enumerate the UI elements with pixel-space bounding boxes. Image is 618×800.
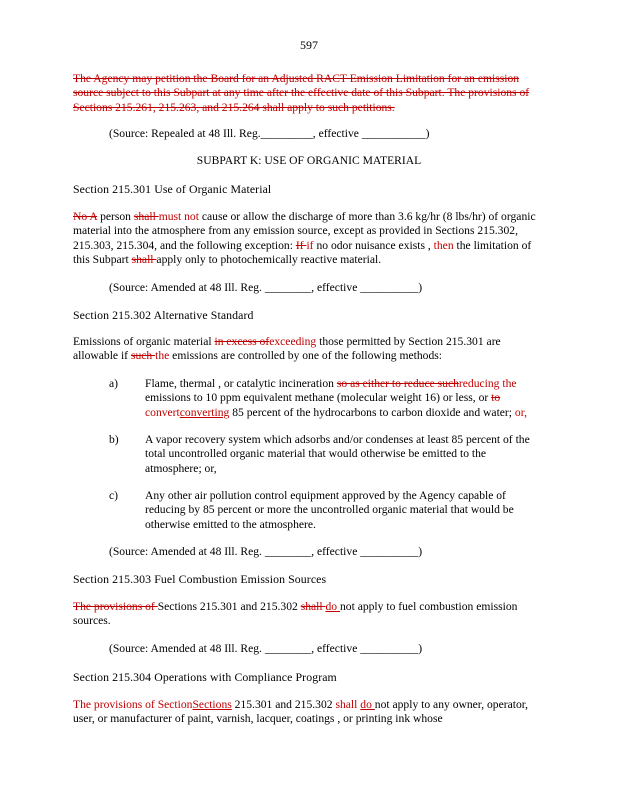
text-segment: reducing the (458, 377, 517, 390)
text-segment: to (491, 391, 501, 405)
text-segment: shall (300, 600, 326, 613)
item-c-label: c) (109, 489, 119, 502)
text-segment: The provisions of (73, 600, 158, 613)
text-segment: 215.301 and 215.302 (231, 698, 336, 711)
section-302-paragraph (73, 335, 543, 364)
text-segment: 85 percent of the hydrocarbons to carbon dioxide and water; (229, 405, 515, 419)
item-c-text (145, 489, 545, 532)
source-note-repealed: (Source: Repealed at 48 Ill. Reg._________, effective ___________) (109, 127, 430, 140)
repealed-paragraph: The Agency may petition the Board for an Adjusted RACT Emission Limitation for an emission source subject to this Subpart at any time after the effective date of this Subpart. The provisions of Sections 215.261, 215.263, and 215.264 shall apply to such petitions. (73, 72, 530, 114)
text-segment: convert (145, 405, 180, 419)
text-segment: exceeding (269, 335, 317, 348)
section-303-heading: Section 215.303 Fuel Combustion Emission Sources (73, 572, 327, 586)
section-304-paragraph (73, 698, 543, 727)
text-segment: shall (131, 253, 157, 267)
text-segment: or, (514, 405, 528, 419)
text-segment: those permitted by Section 215.301 are allowable if (73, 335, 501, 363)
item-b-text (145, 433, 545, 476)
text-segment: emissions are controlled by one of the following methods: (169, 349, 443, 363)
text-segment: not apply to fuel combustion emission sources. (73, 600, 518, 628)
text-segment: do (360, 698, 375, 711)
text-segment: A vapor recovery system which adsorbs and/or condenses at least 85 percent of the total uncontrolled organic material that would otherwise be emitted to the atmosphere; or, (145, 433, 530, 475)
text-segment: then (433, 238, 454, 252)
text-segment: the (155, 349, 170, 363)
text-segment: converting (179, 405, 230, 419)
item-a-label: a) (109, 377, 119, 390)
text-segment: The provisions of Section (73, 698, 193, 711)
subpart-title: SUBPART K: USE OF ORGANIC MATERIAL (196, 154, 422, 167)
text-segment: in excess of (214, 335, 270, 348)
text-segment: not apply to any owner, operator, user, or manufacturer of paint, varnish, lacquer, coatings , or printing ink whose (73, 698, 529, 726)
section-302-heading: Section 215.302 Alternative Standard (73, 308, 254, 322)
text-segment: No A (73, 210, 98, 223)
text-segment: such (130, 349, 156, 363)
text-segment: Any other air pollution control equipment approved by the Agency capable of reducing by 85 percent or more the uncontrolled organic material that would be otherwise emitted to the atmosphere. (145, 489, 514, 531)
section-302-source: (Source: Amended at 48 Ill. Reg. ________, effective __________) (109, 545, 423, 558)
section-304-heading: Section 215.304 Operations with Compliance Program (73, 670, 337, 684)
text-segment: Emissions of organic material (73, 335, 215, 348)
section-303-paragraph (73, 600, 543, 629)
text-segment: if (306, 238, 314, 252)
text-segment: do (325, 600, 340, 613)
item-a-text (145, 377, 545, 420)
item-b-label: b) (109, 433, 119, 446)
section-303-source: (Source: Amended at 48 Ill. Reg. ________, effective __________) (109, 642, 423, 655)
text-segment: must not (158, 210, 199, 223)
text-segment: no odor nuisance exists , (313, 238, 434, 252)
section-301-heading: Section 215.301 Use of Organic Material (73, 182, 272, 196)
text-segment: shall (133, 210, 159, 223)
text-segment: person (97, 210, 134, 223)
text-segment: shall (335, 698, 361, 711)
text-segment: If (295, 238, 307, 252)
text-segment: apply only to photochemically reactive material. (156, 253, 382, 267)
section-301-source: (Source: Amended at 48 Ill. Reg. ________, effective __________) (109, 281, 423, 294)
section-301-paragraph (73, 210, 543, 268)
text-segment: the limitation of this Subpart (73, 238, 532, 267)
text-segment: so as either to reduce such (336, 377, 459, 390)
text-segment: emissions to 10 ppm equivalent methane (molecular weight 16) or less, or (145, 391, 492, 405)
text-segment: Sections (192, 698, 232, 711)
text-segment: Flame, thermal , or catalytic incineration (145, 377, 337, 390)
text-segment: Sections 215.301 and 215.302 (157, 600, 301, 613)
text-segment: cause or allow the discharge of more than 3.6 kg/hr (8 lbs/hr) of organic material into the atmosphere from any emission source, except as provided in Sections 215.302, 215.303, 215.304, and the following exception: (73, 210, 536, 252)
page-number: 597 (300, 38, 318, 52)
